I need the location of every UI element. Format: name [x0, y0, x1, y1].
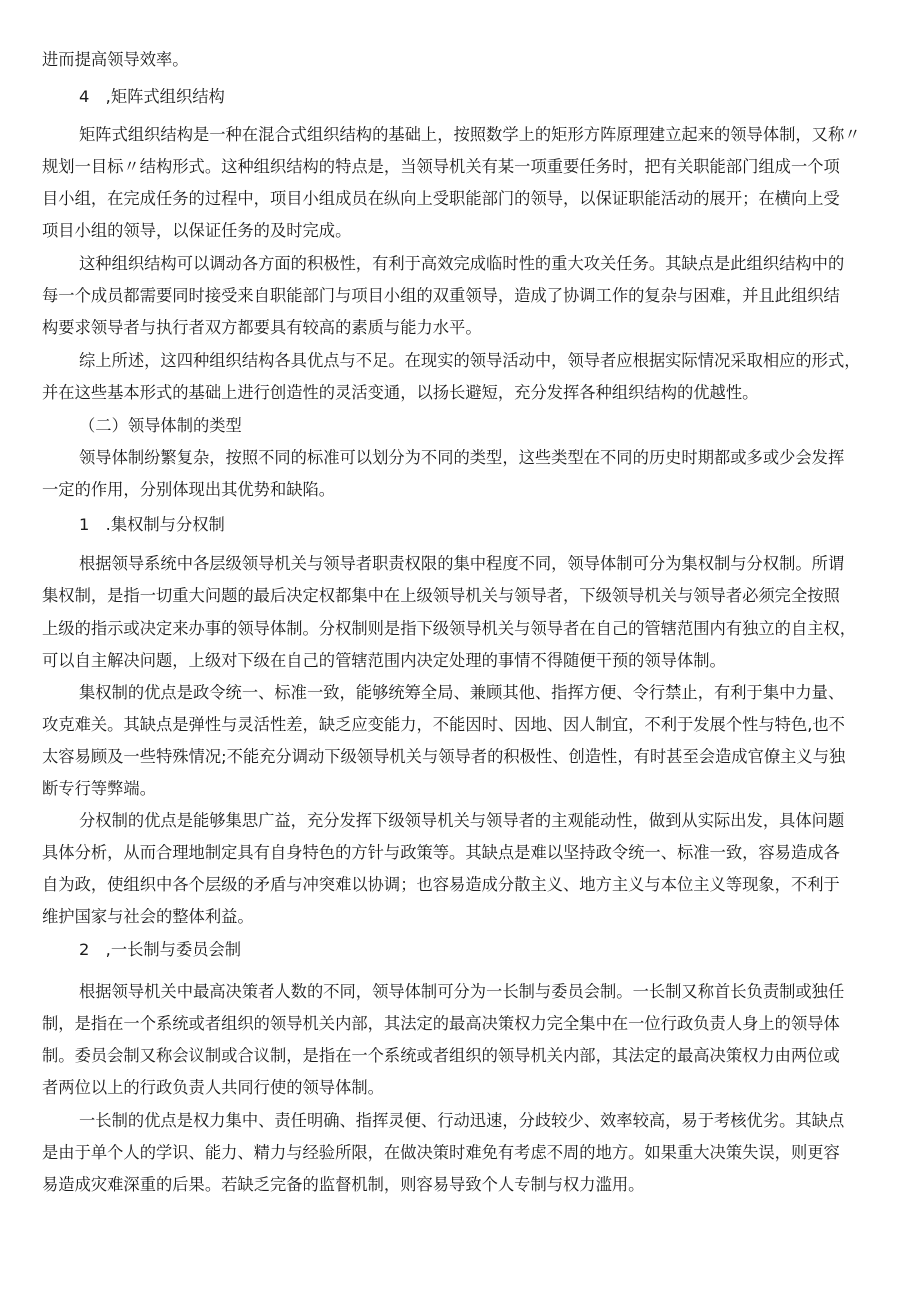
text-line: 矩阵式组织结构是一种在混合式组织结构的基础上，按照数学上的矩形方阵原理建立起来的领导体制，又称〃 — [79, 125, 861, 144]
text-line: 目小组，在完成任务的过程中，项目小组成员在纵向上受职能部门的领导，以保证职能活动的展开；在横向上受 — [42, 189, 840, 208]
text-line: 者两位以上的行政负责人共同行使的领导体制。 — [42, 1078, 384, 1097]
text-line: 规划一目标〃结构形式。这种组织结构的特点是，当领导机关有某一项重要任务时，把有关职能部门组成一个项 — [42, 157, 840, 176]
text-line: 上级的指示或决定来办事的领导体制。分权制则是指下级领导机关与领导者在自己的管辖范围内有独立的自主权， — [42, 619, 857, 638]
text-line: 可以自主解决问题，上级对下级在自己的管辖范围内决定处理的事情不得随便干预的领导体制。 — [42, 651, 726, 670]
section-heading: 4 ,矩阵式组织结构 — [79, 87, 225, 106]
text-line: 太容易顾及一些特殊情况;不能充分调动下级领导机关与领导者的积极性、创造性，有时甚至会造成官僚主义与独 — [42, 747, 846, 766]
text-line: 并在这些基本形式的基础上进行创造性的灵活变通，以扬长避短，充分发挥各种组织结构的优越性。 — [42, 383, 759, 402]
text-line: 根据领导机关中最高决策者人数的不同，领导体制可分为一长制与委员会制。一长制又称首长负责制或独任 — [79, 982, 845, 1001]
text-line: 集权制的优点是政令统一、标准一致，能够统筹全局、兼顾其他、指挥方便、令行禁止，有利于集中力量、 — [79, 683, 845, 702]
section-heading: 1 .集权制与分权制 — [79, 515, 225, 534]
text-line: 项目小组的领导，以保证任务的及时完成。 — [42, 221, 352, 240]
text-line: 根据领导系统中各层级领导机关与领导者职责权限的集中程度不同，领导体制可分为集权制与分权制。所谓 — [79, 554, 845, 573]
text-line: 综上所述，这四种组织结构各具优点与不足。在现实的领导活动中，领导者应根据实际情况采取相应的形式， — [79, 351, 861, 370]
section-heading: （二）领导体制的类型 — [79, 416, 242, 435]
text-line: 维护国家与社会的整体利益。 — [42, 907, 254, 926]
text-line: 构要求领导者与执行者双方都要具有较高的素质与能力水平。 — [42, 318, 482, 337]
text-line: 分权制的优点是能够集思广益，充分发挥下级领导机关与领导者的主观能动性，做到从实际出发，具体问题 — [79, 811, 845, 830]
text-line: 进而提高领导效率。 — [42, 50, 189, 69]
text-line: 每一个成员都需要同时接受来自职能部门与项目小组的双重领导，造成了协调工作的复杂与困难，并且此组织结 — [42, 286, 840, 305]
text-line: 集权制，是指一切重大问题的最后决定权都集中在上级领导机关与领导者，下级领导机关与领导者必须完全按照 — [42, 586, 840, 605]
text-line: 制，是指在一个系统或者组织的领导机关内部，其法定的最高决策权力完全集中在一位行政负责人身上的领导体 — [42, 1014, 840, 1033]
text-line: 具体分析，从而合理地制定具有自身特色的方针与政策等。其缺点是难以坚持政令统一、标准一致，容易造成各 — [42, 843, 840, 862]
text-line: 断专行等弊端。 — [42, 779, 156, 798]
text-line: 制。委员会制又称会议制或合议制，是指在一个系统或者组织的领导机关内部，其法定的最高决策权力由两位或 — [42, 1046, 840, 1065]
text-line: 一定的作用，分别体现出其优势和缺陷。 — [42, 480, 336, 499]
text-line: 一长制的优点是权力集中、责任明确、指挥灵便、行动迅速，分歧较少、效率较高，易于考核优劣。其缺点 — [79, 1111, 845, 1130]
section-heading: 2 ,一长制与委员会制 — [79, 940, 242, 959]
text-line: 这种组织结构可以调动各方面的积极性，有利于高效完成临时性的重大攻关任务。其缺点是此组织结构中的 — [79, 254, 845, 273]
text-line: 易造成灾难深重的后果。若缺乏完备的监督机制，则容易导致个人专制与权力滥用。 — [42, 1175, 645, 1194]
text-line: 自为政，使组织中各个层级的矛盾与冲突难以协调；也容易造成分散主义、地方主义与本位主义等现象，不利于 — [42, 875, 840, 894]
text-line: 领导体制纷繁复杂，按照不同的标准可以划分为不同的类型，这些类型在不同的历史时期都或多或少会发挥 — [79, 448, 845, 467]
text-line: 是由于单个人的学识、能力、精力与经验所限，在做决策时难免有考虑不周的地方。如果重大决策失误，则更容 — [42, 1143, 840, 1162]
text-line: 攻克难关。其缺点是弹性与灵活性差，缺乏应变能力，不能因时、因地、因人制宜，不利于发展个性与特色,也不 — [42, 715, 845, 734]
